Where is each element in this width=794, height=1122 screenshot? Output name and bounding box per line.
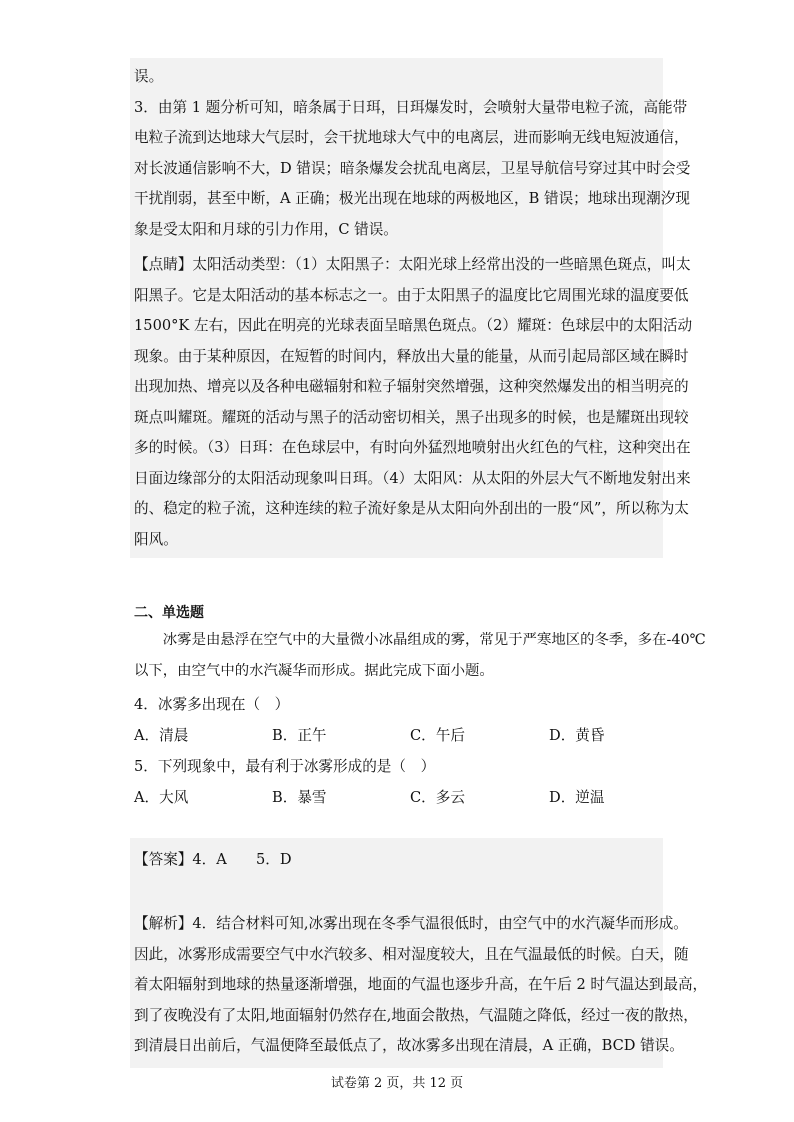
q4-option-c: C．午后 bbox=[410, 727, 465, 744]
text-line: 【点睛】太阳活动类型：（1）太阳黑子：太阳光球上经常出没的一些暗黑色斑点，叫太 bbox=[134, 256, 691, 273]
q5-option-c: C．多云 bbox=[410, 789, 465, 806]
text-line: 误。 bbox=[134, 68, 164, 85]
text-line: 对长波通信影响不大，D 错误；暗条爆发会扰乱电离层，卫星导航信号穿过其中时会受 bbox=[134, 159, 691, 177]
q5-option-d: D．逆温 bbox=[549, 789, 605, 806]
text-line: 出现加热、增亮以及各种电磁辐射和粒子辐射突然增强，这种突然爆发出的相当明亮的 bbox=[134, 378, 689, 395]
text-line: 现象。由于某种原因，在短暂的时间内，释放出大量的能量，从而引起局部区域在瞬时 bbox=[134, 347, 689, 365]
text-line: 以下，由空气中的水汽凝华而形成。据此完成下面小题。 bbox=[134, 663, 494, 679]
dianjing-paragraph bbox=[134, 250, 693, 555]
text-line: 多的时候。（3）日珥：在色球层中，有时向外猛烈地喷射出火红色的气柱，这种突出在 bbox=[134, 439, 691, 456]
q4-option-b: B．正午 bbox=[272, 727, 327, 744]
text-line: 着太阳辐射到地球的热量逐渐增强，地面的气温也逐步升高，在午后 2 时气温达到最高， bbox=[134, 976, 708, 993]
text-line: 阳风。 bbox=[134, 530, 178, 548]
page-footer: 试卷第 2 页，共 12 页 bbox=[330, 1076, 464, 1091]
text-line: 到了夜晚没有了太阳,地面辐射仍然存在,地面会散热，气温随之降低，经过一夜的散热， bbox=[134, 1006, 698, 1024]
text-line: 象是受太阳和月球的引力作用，C 错误。 bbox=[134, 220, 398, 238]
text-line: 干扰削弱，甚至中断，A 正确；极光出现在地球的两极地区，B 错误；地球出现潮汐现 bbox=[134, 190, 690, 207]
text-line: 电粒子流到达地球大气层时，会干扰地球大气中的电离层，进而影响无线电短波通信， bbox=[134, 129, 689, 146]
jiexi-paragraph bbox=[134, 909, 708, 1062]
text-line: 阳黑子。它是太阳活动的基本标志之一。由于太阳黑子的温度比它周围光球的温度要低 bbox=[134, 286, 689, 304]
question-5: 5．下列现象中，最有利于冰雾形成的是（ ） bbox=[134, 758, 436, 775]
text-line: 因此，冰雾形成需要空气中水汽较多、相对湿度较大，且在气温最低的时候。白天，随 bbox=[134, 945, 689, 963]
analysis-top bbox=[134, 62, 691, 245]
q4-option-d: D．黄昏 bbox=[549, 727, 605, 744]
question-stem bbox=[134, 625, 706, 687]
section-title: 二、单选题 bbox=[134, 605, 204, 621]
text-line: 1500°K 左右，因此在明亮的光球表面呈暗黑色斑点。（2）耀斑：色球层中的太阳活动 bbox=[134, 317, 693, 334]
text-line: 到清晨日出前后，气温便降至最低点了，故冰雾多出现在清晨，A 正确，BCD 错误。 bbox=[134, 1037, 684, 1054]
answer-line: 【答案】4．A 5．D bbox=[134, 851, 292, 868]
text-line: 日面边缘部分的太阳活动现象叫日珥。（4）太阳风：从太阳的外层大气不断地发射出来 bbox=[134, 469, 691, 487]
text-line: 的、稳定的粒子流，这种连续的粒子流好象是从太阳向外刮出的一股“风”，所以称为太 bbox=[134, 500, 689, 517]
q5-option-b: B．暴雪 bbox=[272, 789, 327, 806]
text-line: 【解析】4．结合材料可知,冰雾出现在冬季气温很低时，由空气中的水汽凝华而形成。 bbox=[134, 915, 688, 932]
question-4: 4．冰雾多出现在（ ） bbox=[134, 696, 290, 713]
q5-option-a: A．大风 bbox=[134, 789, 189, 806]
text-line: 3．由第 1 题分析可知，暗条属于日珥，日珥爆发时，会喷射大量带电粒子流，高能带 bbox=[134, 98, 688, 116]
text-line: 斑点叫耀斑。耀斑的活动与黑子的活动密切相关，黑子出现多的时候，也是耀斑出现较 bbox=[134, 408, 689, 426]
text-line: 冰雾是由悬浮在空气中的大量微小冰晶组成的雾，常见于严寒地区的冬季，多在-40℃ bbox=[134, 632, 706, 648]
q4-option-a: A．清晨 bbox=[134, 727, 189, 744]
